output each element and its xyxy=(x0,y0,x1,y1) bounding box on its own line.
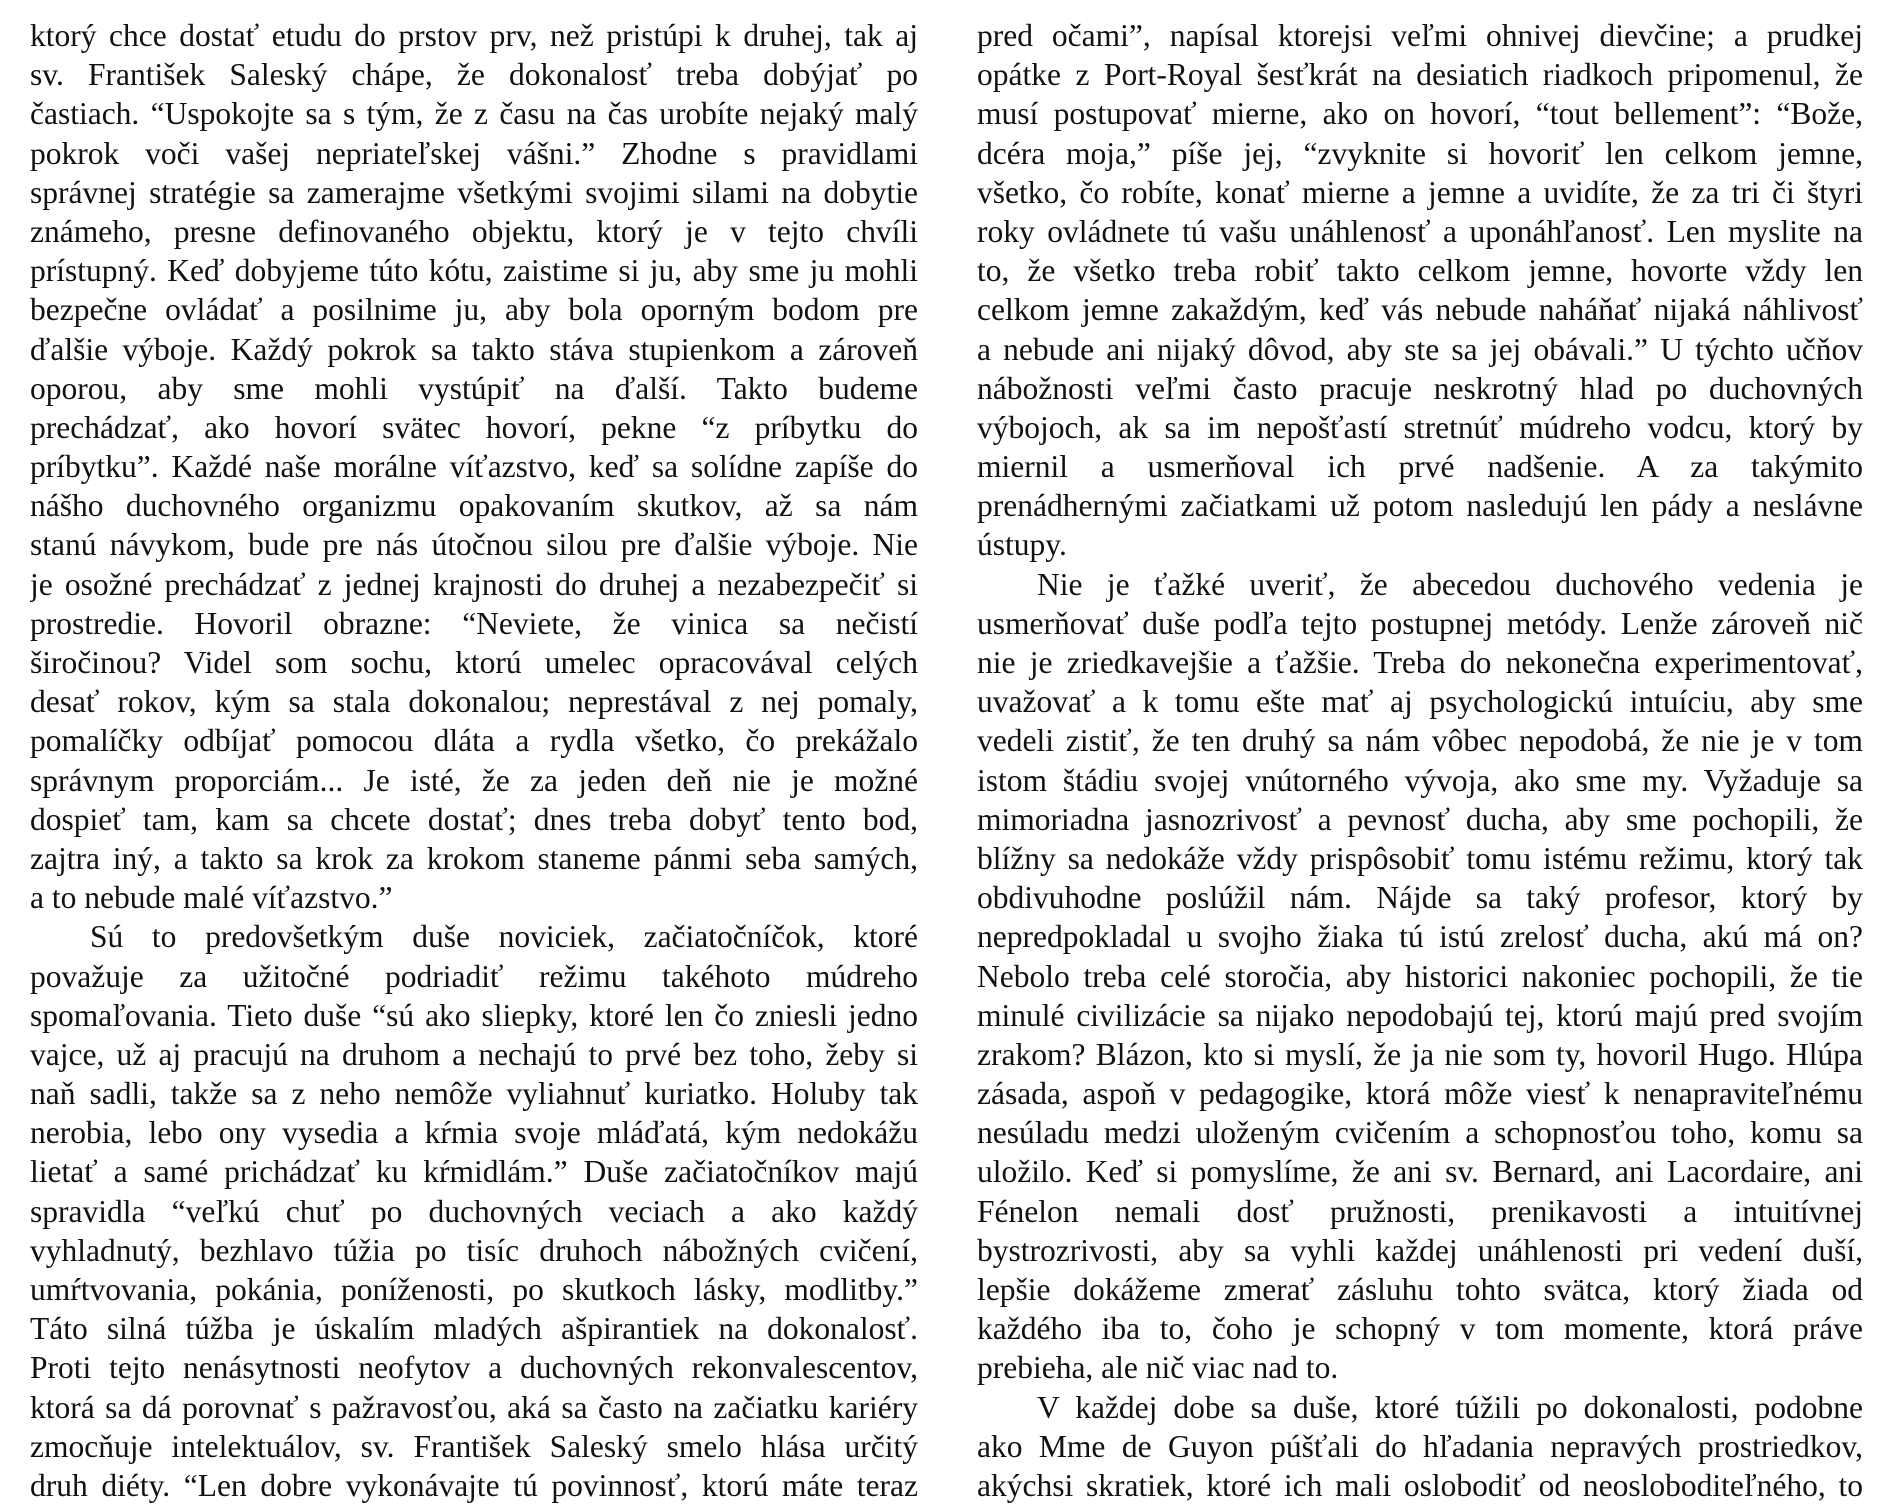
text-line: mimoriadna jasnozrivosť a pevnosť ducha, aby sme pochopili, že xyxy=(977,801,1863,837)
text-line: známeho, presne definovaného objektu, ktorý je v tejto chvíli xyxy=(30,213,918,249)
text-line: opátke z Port-Royal šesťkrát na desiatich riadkoch pripomenul, že xyxy=(977,57,1863,93)
text-line: miernil a usmerňoval ich prvé nadšenie. A za takýmito xyxy=(977,449,1863,485)
text-line: častiach. “Uspokojte sa s tým, že z času na čas urobíte nejaký malý xyxy=(30,96,918,132)
paragraph-first-line: Sú to predovšetkým duše noviciek, začiatočníčok, ktoré xyxy=(90,919,918,955)
text-line: pred očami”, napísal ktorejsi veľmi ohnivej dievčine; a prudkej xyxy=(977,18,1863,53)
book-page xyxy=(0,16,1894,1503)
text-line: obdivuhodne poslúžil nám. Nájde sa taký profesor, ktorý by xyxy=(977,880,1863,916)
text-line: zmocňuje intelektuálov, sv. František Saleský smelo hlása určitý xyxy=(30,1428,918,1464)
text-line: uložilo. Keď si pomyslíme, že ani sv. Bernard, ani Lacordaire, ani xyxy=(977,1154,1863,1190)
text-line: Proti tejto nenásytnosti neofytov a duchovných rekonvalescentov, xyxy=(30,1350,918,1386)
text-line: spomaľovania. Tieto duše “sú ako sliepky, ktoré len čo zniesli jedno xyxy=(30,997,918,1033)
text-line: Fénelon nemali dosť pružnosti, prenikavosti a intuitívnej xyxy=(977,1193,1863,1229)
text-line: pomalíčky odbíjať pomocou dláta a rydla všetko, čo prekážalo xyxy=(30,723,918,759)
text-line: zajtra iný, a takto sa krok za krokom staneme pánmi seba samých, xyxy=(30,840,918,876)
text-line: nábožnosti veľmi často pracuje neskrotný hlad po duchovných xyxy=(977,370,1863,406)
text-line: považuje za užitočné podriadiť režimu takéhoto múdreho xyxy=(30,958,918,994)
text-line: stanú návykom, bude pre nás útočnou silou pre ďalšie výboje. Nie xyxy=(30,527,918,563)
text-line: to, že všetko treba robiť takto celkom jemne, hovorte vždy len xyxy=(977,253,1863,289)
paragraph-last-line: a to nebude malé víťazstvo.” xyxy=(30,880,393,916)
text-line: ktorá sa dá porovnať s pažravosťou, aká sa často na začiatku kariéry xyxy=(30,1389,918,1425)
paragraph-last-line: ústupy. xyxy=(977,527,1067,563)
text-line: spravidla “veľkú chuť po duchovných veciach a ako každý xyxy=(30,1193,918,1229)
text-line: lepšie dokážeme zmerať zásluhu tohto svätca, ktorý žiada od xyxy=(977,1272,1863,1307)
text-line: bezpečne ovládať a posilnime ju, aby bola oporným bodom pre xyxy=(30,292,918,328)
paragraph-first-line: V každej dobe sa duše, ktoré túžili po dokonalosti, podobne xyxy=(1037,1389,1863,1425)
text-line: umŕtvovania, pokánia, poníženosti, po skutkoch lásky, modlitby.” xyxy=(30,1272,918,1307)
text-line: výbojoch, ak sa im nepošťastí stretnúť múdreho vodcu, ktorý by xyxy=(977,409,1863,445)
text-line: širočinou? Videl som sochu, ktorú umelec opracovával celých xyxy=(30,645,918,680)
text-line: správnym proporciám... Je isté, že za jeden deň nie je možné xyxy=(30,762,918,798)
text-line: nesúladu medzi uloženým cvičením a schopnosťou toho, komu sa xyxy=(977,1115,1863,1151)
text-line: prístupný. Keď dobyjeme túto kótu, zaistime si ju, aby sme ju mohli xyxy=(30,253,918,289)
text-line: celkom jemne zakaždým, keď vás nebude naháňať nijaká náhlivosť xyxy=(977,292,1863,328)
text-line: prenádhernými začiatkami už potom nasledujú len pády a neslávne xyxy=(977,488,1863,524)
left-text-column xyxy=(30,16,918,1505)
text-line: príbytku”. Každé naše morálne víťazstvo, keď sa solídne zapíše do xyxy=(30,449,918,485)
text-line: musí postupovať mierne, ako on hovorí, “tout bellement”: “Bože, xyxy=(977,96,1863,132)
text-line: Táto silná túžba je úskalím mladých ašpirantiek na dokonalosť. xyxy=(30,1311,918,1347)
text-line: oporou, aby sme mohli vystúpiť na ďalší. Takto budeme xyxy=(30,370,918,406)
text-line: usmerňovať duše podľa tejto postupnej metódy. Lenže zároveň nič xyxy=(977,605,1863,641)
text-line: roky ovládnete tú vašu unáhlenosť a uponáhľanosť. Len myslite na xyxy=(977,213,1863,249)
text-line: Nebolo treba celé storočia, aby historici nakoniec pochopili, že tie xyxy=(977,958,1863,994)
paragraph-last-line: prebieha, ale nič viac nad to. xyxy=(977,1350,1339,1386)
text-line: minulé civilizácie sa nijako nepodobajú tej, ktorú majú pred svojím xyxy=(977,997,1863,1033)
text-line: prechádzať, ako hovorí svätec hovorí, pekne “z príbytku do xyxy=(30,409,918,445)
text-line: ako Mme de Guyon púšťali do hľadania nepravých prostriedkov, xyxy=(977,1428,1863,1464)
text-line: ďalšie výboje. Každý pokrok sa takto stáva stupienkom a zároveň xyxy=(30,331,918,367)
text-line: vajce, už aj pracujú na druhom a nechajú to prvé bez toho, žeby si xyxy=(30,1036,918,1072)
text-line: druh diéty. “Len dobre vykonávajte tú povinnosť, ktorú máte teraz xyxy=(30,1467,918,1503)
paragraph-first-line: Nie je ťažké uveriť, že abecedou duchového vedenia je xyxy=(1037,566,1863,602)
text-line: nie je zriedkavejšie a ťažšie. Treba do nekonečna experimentovať, xyxy=(977,645,1863,680)
text-line: blížny sa nedokáže vždy prispôsobiť tomu istému režimu, ktorý tak xyxy=(977,840,1863,876)
text-line: je osožné prechádzať z jednej krajnosti do druhej a nezabezpečiť si xyxy=(30,566,918,602)
text-line: správnej stratégie sa zamerajme všetkými svojimi silami na dobytie xyxy=(30,174,918,210)
text-line: zrakom? Blázon, kto si myslí, že ja nie som ty, hovoril Hugo. Hlúpa xyxy=(977,1036,1863,1072)
text-line: nášho duchovného organizmu opakovaním skutkov, až sa nám xyxy=(30,488,918,524)
text-line: dospieť tam, kam sa chcete dostať; dnes treba dobyť tento bod, xyxy=(30,801,918,837)
text-line: pokrok voči vašej nepriateľskej vášni.” Zhodne s pravidlami xyxy=(30,135,918,171)
text-line: zásada, aspoň v pedagogike, ktorá môže viesť k nenapraviteľnému xyxy=(977,1076,1863,1112)
text-line: akýchsi skratiek, ktoré ich mali oslobodiť od neoslobodite​ľného, to xyxy=(977,1467,1863,1503)
text-line: a nebude ani nijaký dôvod, aby ste sa jej obávali.” U týchto učňov xyxy=(977,331,1863,367)
text-line: vyhladnutý, bezhlavo túžia po tisíc druhoch nábožných cvičení, xyxy=(30,1232,918,1268)
text-line: prostredie. Hovoril obrazne: “Neviete, že vinica sa nečistí xyxy=(30,605,918,641)
right-text-column xyxy=(977,16,1863,1505)
text-line: ktorý chce dostať etudu do prstov prv, než pristúpi k druhej, tak aj xyxy=(30,18,918,53)
text-line: nepredpokladal u svojho žiaka tú istú zrelosť ducha, akú má on? xyxy=(977,919,1863,955)
text-line: uvažovať a k tomu ešte mať aj psychologickú intuíciu, aby sme xyxy=(977,684,1863,720)
text-line: naň sadli, takže sa z neho nemôže vyliahnuť kuriatko. Holuby tak xyxy=(30,1076,918,1112)
text-line: vedeli zistiť, že ten druhý sa nám vôbec nepodobá, že nie je v tom xyxy=(977,723,1863,759)
text-line: nerobia, lebo ony vysedia a kŕmia svoje mláďatá, kým nedokážu xyxy=(30,1115,918,1151)
text-line: bystrozrivosti, aby sa vyhli každej unáhlenosti pri vedení duší, xyxy=(977,1232,1863,1268)
text-line: desať rokov, kým sa stala dokonalou; neprestával z nej pomaly, xyxy=(30,684,918,720)
text-line: lietať a samé prichádzať ku kŕmidlám.” Duše začiatočníkov majú xyxy=(30,1154,918,1190)
text-line: dcéra moja,” píše jej, “zvyknite si hovoriť len celkom jemne, xyxy=(977,135,1863,171)
text-line: istom štádiu svojej vnútorného vývoja, ako sme my. Vyžaduje sa xyxy=(977,762,1863,798)
text-line: sv. František Saleský chápe, že dokonalosť treba dobýjať po xyxy=(30,57,918,93)
text-line: všetko, čo robíte, konať mierne a jemne a uvidíte, že za tri či štyri xyxy=(977,174,1863,210)
text-line: každého iba to, čoho je schopný v tom momente, ktorá práve xyxy=(977,1311,1863,1347)
